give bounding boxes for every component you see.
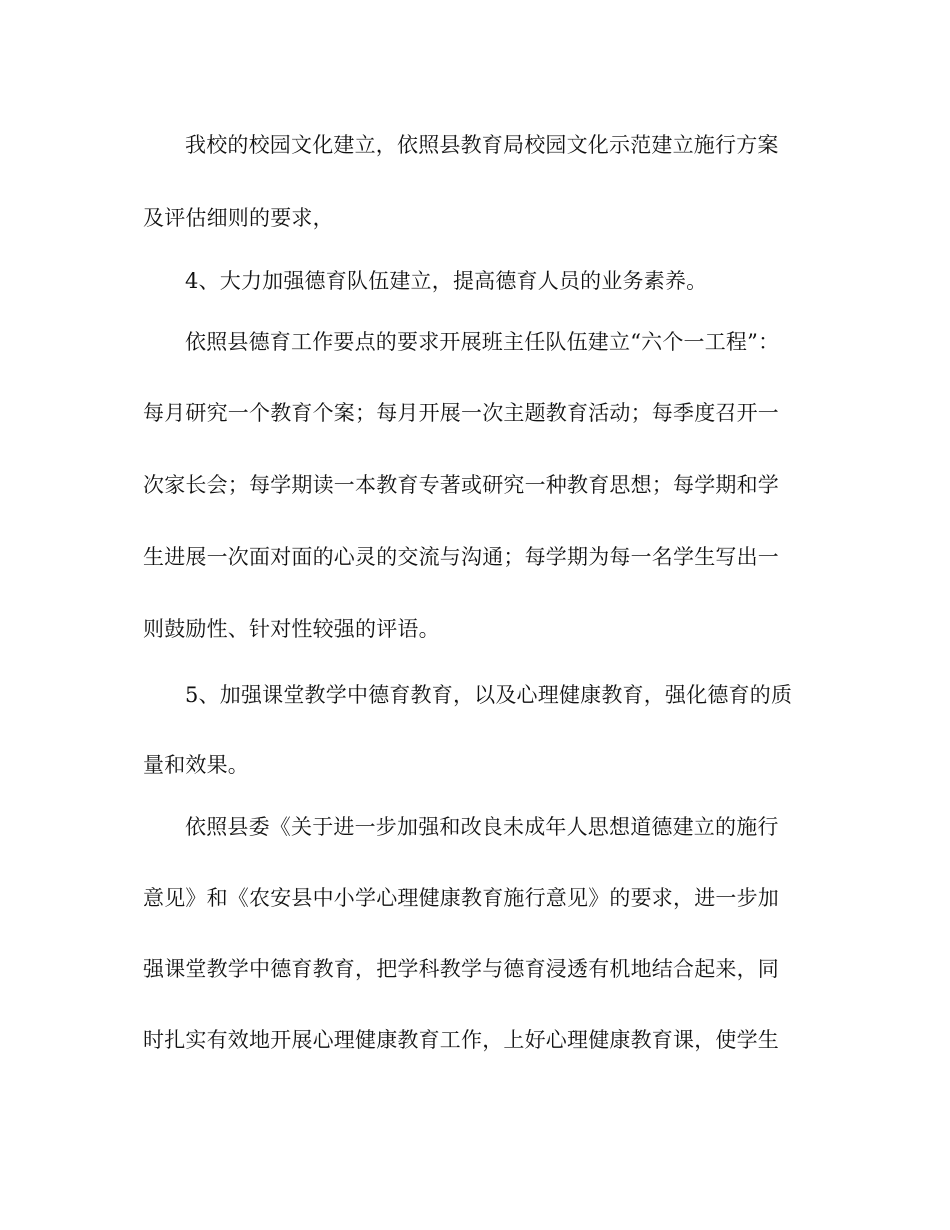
paragraph-line: 4、大力加强德育队伍建立，提高德育人员的业务素养。: [185, 269, 708, 293]
paragraph-line: 每月研究一个教育个案；每月开展一次主题教育活动；每季度召开一: [143, 401, 779, 425]
paragraph-line: 次家长会；每学期读一本教育专著或研究一种教育思想；每学期和学: [143, 473, 779, 497]
paragraph-line: 依照县委《关于进一步加强和改良未成年人思想道德建立的施行: [185, 815, 779, 839]
paragraph-line: 意见》和《农安县中小学心理健康教育施行意见》的要求，进一步加: [143, 886, 779, 910]
paragraph-line: 则鼓励性、针对性较强的评语。: [143, 617, 440, 641]
paragraph-line: 生进展一次面对面的心灵的交流与沟通；每学期为每一名学生写出一: [143, 545, 779, 569]
paragraph-line: 及评估细则的要求，: [143, 206, 334, 230]
paragraph-line: 时扎实有效地开展心理健康教育工作，上好心理健康教育课，使学生: [143, 1028, 779, 1052]
paragraph-line: 依照县德育工作要点的要求开展班主任队伍建立“六个一工程”：: [185, 330, 780, 354]
paragraph-line: 5、加强课堂教学中德育教育，以及心理健康教育，强化德育的质: [185, 683, 793, 707]
paragraph-line: 强课堂教学中德育教育，把学科教学与德育浸透有机地结合起来，同: [143, 957, 779, 981]
paragraph-line: 量和效果。: [143, 753, 249, 777]
paragraph-line: 我校的校园文化建立，依照县教育局校园文化示范建立施行方案: [185, 133, 779, 157]
